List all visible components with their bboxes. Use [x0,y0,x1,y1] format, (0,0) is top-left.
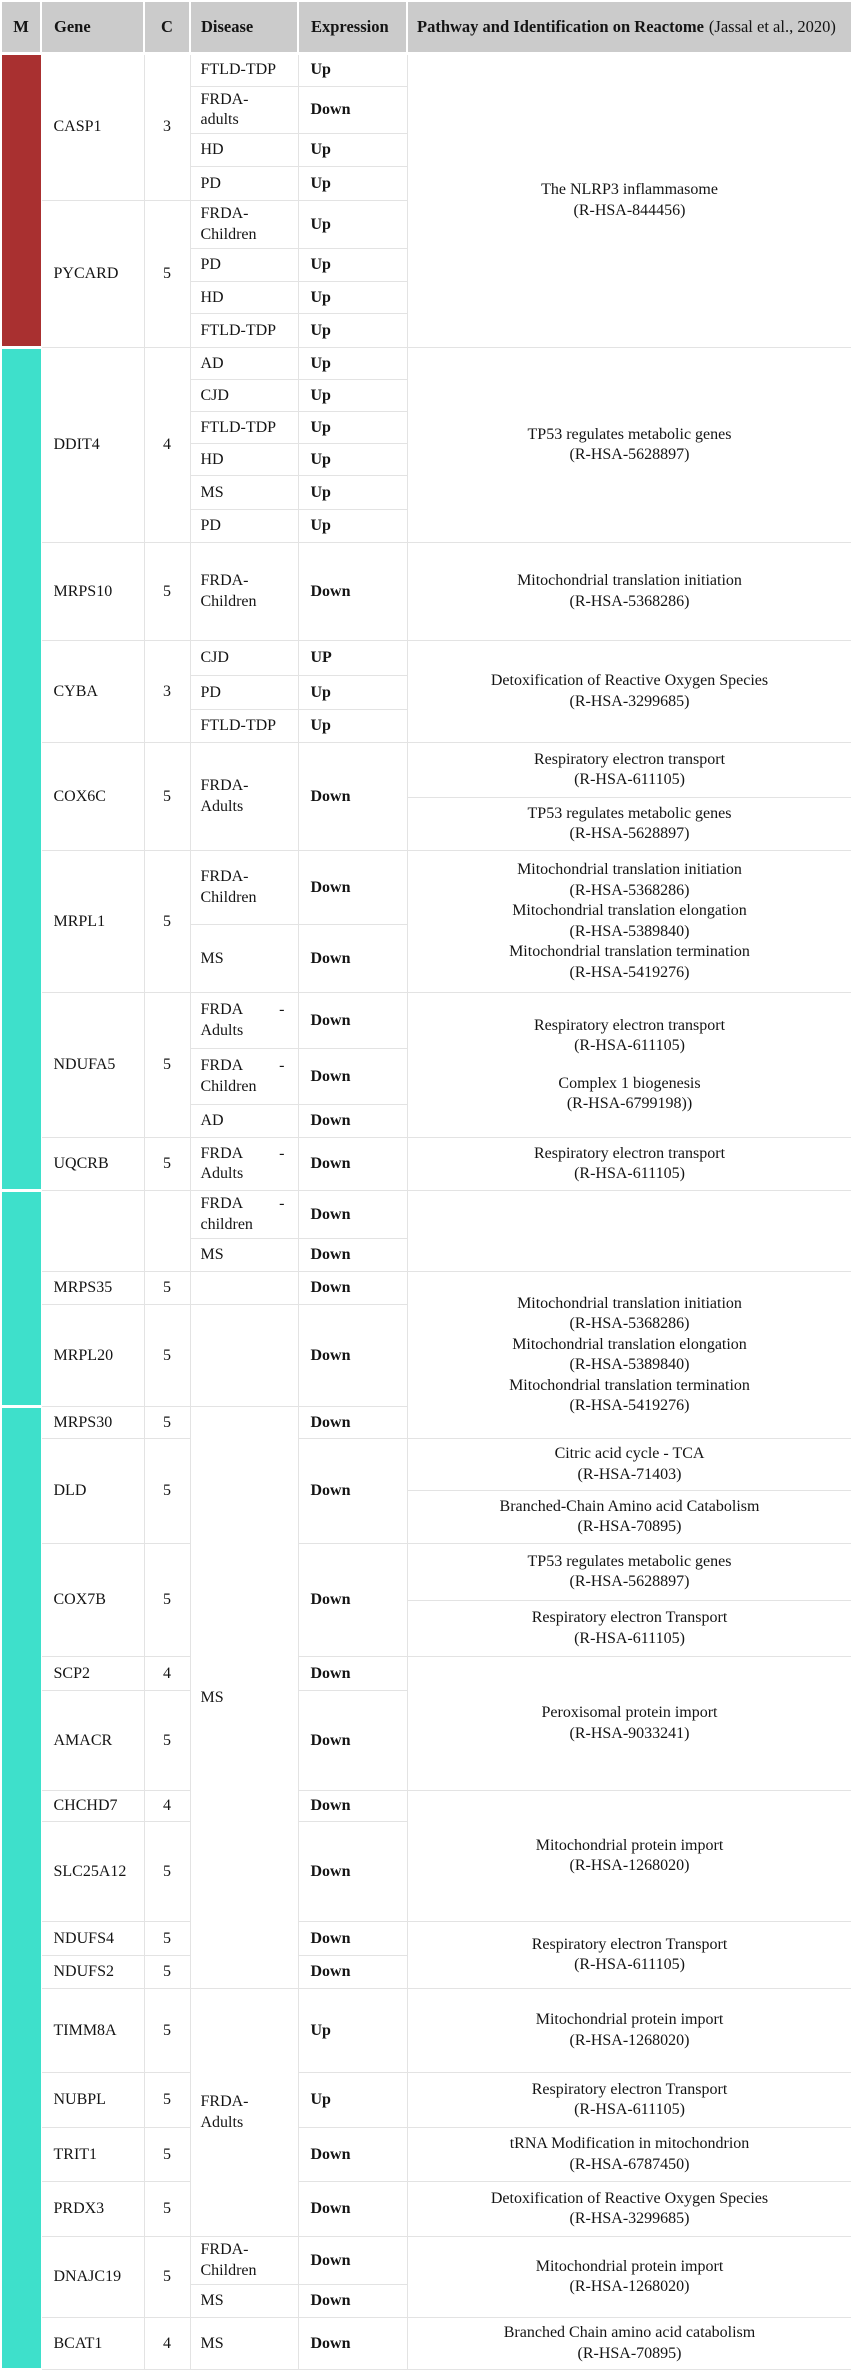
disease-cell: MS [190,476,298,510]
expression-cell: Down [298,1922,407,1956]
gene-cell: CASP1 [41,53,144,201]
expression-cell: Up [298,380,407,412]
table-row [1,543,851,641]
disease-cell: FTLD-TDP [190,710,298,743]
count-cell: 5 [144,1822,190,1922]
disease-cell: MS [190,2318,298,2370]
pathway-name: Mitochondrial translation initiation [517,572,742,590]
table-row [1,53,851,86]
module-color-bar-red [1,53,41,348]
pathway-name: Mitochondrial translation termination [509,943,750,961]
pathway-code: (R-HSA-71403) [577,1465,682,1483]
pathway-code: (R-HSA-611105) [574,2101,685,2119]
disease-cell: FRDA-Children [190,201,298,249]
expression-cell: Up [298,710,407,743]
table-row [1,1791,851,1822]
table-row [1,2318,851,2370]
pathway-code: (R-HSA-5628897) [569,825,690,843]
pathway-code: (R-HSA-9033241) [569,1724,690,1742]
disease-cell: MS [190,2285,298,2318]
count-cell: 5 [144,543,190,641]
expression-cell: Up [298,282,407,314]
disease-cell: FRDA - Adults [190,993,298,1049]
pathway-code: (R-HSA-1268020) [569,2031,690,2049]
pathway-code: (R-HSA-5368286) [569,881,690,899]
gene-cell: PYCARD [41,201,144,348]
gene-cell: NUBPL [41,2073,144,2128]
table-row [1,1272,851,1305]
pathway-cell [407,743,851,798]
disease-cell: FRDA-Children [190,851,298,925]
expression-cell: Up [298,676,407,710]
pathway-name: Respiratory electron transport [533,750,726,768]
pathway-code: (R-HSA-1268020) [569,2278,690,2296]
table-row [1,2237,851,2285]
expression-cell: Down [298,1691,407,1791]
expression-cell: Down [298,1956,407,1989]
count-cell: 5 [144,2073,190,2128]
expression-cell: Up [298,314,407,348]
pathway-name: TP53 regulates metabolic genes [527,804,732,822]
gene-cell: NDUFS4 [41,1922,144,1956]
pathway-header-citation: (Jassal et al., 2020) [708,16,836,36]
gene-cell: PRDX3 [41,2182,144,2237]
col-header-module: M [1,1,41,53]
expression-cell: Down [298,1239,407,1272]
pathway-cell [407,798,851,851]
pathway-code: (R-HSA-5419276) [569,963,690,981]
count-cell [144,1191,190,1272]
pathway-name: Mitochondrial protein import [535,1836,724,1854]
header-row [1,1,851,53]
count-cell: 4 [144,1657,190,1691]
pathway-name: Mitochondrial protein import [535,2011,724,2029]
disease-cell: FTLD-TDP [190,412,298,444]
pathway-cell [407,2073,851,2128]
pathway-name: Mitochondrial translation termination [509,1376,750,1394]
pathway-code: (R-HSA-611105) [574,1629,685,1647]
gene-cell: MRPS10 [41,543,144,641]
gene-cell: DNAJC19 [41,2237,144,2318]
pathway-cell [407,1989,851,2073]
pathway-code: (R-HSA-5628897) [569,1573,690,1591]
pathway-cell [407,1138,851,1191]
disease-cell: FRDA - Children [190,1049,298,1105]
pathway-header-title: Pathway and Identification on Reactome [417,16,704,36]
gene-cell: MRPS35 [41,1272,144,1305]
pathway-name: Mitochondrial translation initiation [517,861,742,879]
disease-cell [190,1272,298,1305]
pathway-name: Citric acid cycle - TCA [554,1445,705,1463]
table-row [1,993,851,1049]
gene-cell: NDUFA5 [41,993,144,1138]
gene-cell: COX7B [41,1544,144,1657]
pathway-cell [407,1922,851,1989]
gene-cell: AMACR [41,1691,144,1791]
table-row [1,1657,851,1691]
count-cell: 4 [144,2318,190,2370]
col-header-gene: Gene [41,1,144,53]
pathway-cell [407,543,851,641]
pathway-name: Branched-Chain Amino acid Catabolism [499,1497,760,1515]
count-cell: 4 [144,1791,190,1822]
disease-cell: MS [190,925,298,993]
pathway-code: (R-HSA-611105) [574,771,685,789]
pathway-name: The NLRP3 inflammasome [541,181,718,199]
gene-cell: DDIT4 [41,348,144,543]
disease-cell: PD [190,249,298,282]
pathway-name: Mitochondrial protein import [535,2257,724,2275]
expression-cell: Up [298,1989,407,2073]
pathway-name: tRNA Modification in mitochondrion [509,2135,750,2153]
count-cell: 4 [144,348,190,543]
pathway-name: Mitochondrial translation elongation [512,902,747,920]
expression-cell: Up [298,444,407,476]
table-row [1,1922,851,1956]
gene-cell: UQCRB [41,1138,144,1191]
disease-cell [190,1305,298,1407]
gene-cell: TIMM8A [41,1989,144,2073]
disease-cell: FTLD-TDP [190,314,298,348]
expression-cell: Down [298,1822,407,1922]
gene-cell: SCP2 [41,1657,144,1691]
pathway-name: Complex 1 biogenesis [558,1074,701,1092]
gene-cell: SLC25A12 [41,1822,144,1922]
pathway-cell [407,641,851,743]
pathway-cell [407,993,851,1138]
table-row [1,1989,851,2073]
pathway-code: (R-HSA-1268020) [569,1857,690,1875]
count-cell: 5 [144,1272,190,1305]
pathway-code: (R-HSA-5368286) [569,1315,690,1333]
expression-cell: Up [298,412,407,444]
pathway-cell [407,1491,851,1544]
pathway-name: TP53 regulates metabolic genes [527,1552,732,1570]
expression-cell: Down [298,2128,407,2182]
expression-cell: Down [298,851,407,925]
pathway-code: (R-HSA-611105) [574,1037,685,1055]
disease-cell: FTLD-TDP [190,53,298,86]
expression-cell: Down [298,2182,407,2237]
disease-cell: FRDA-adults [190,86,298,134]
expression-cell: Down [298,1791,407,1822]
count-cell: 5 [144,2128,190,2182]
module-color-bar-teal-3 [1,1407,41,2370]
table-row [1,348,851,380]
gene-cell: COX6C [41,743,144,851]
gene-cell: CYBA [41,641,144,743]
count-cell: 5 [144,1691,190,1791]
table-row [1,1544,851,1601]
expression-cell: Up [298,2073,407,2128]
disease-cell: CJD [190,641,298,676]
table-row [1,2128,851,2182]
pathway-cell [407,1439,851,1491]
pathway-code: (R-HSA-611105) [574,1956,685,1974]
pathway-code: (R-HSA-6799198)) [566,1095,693,1113]
table-row [1,1191,851,1239]
disease-cell: PD [190,676,298,710]
pathway-cell-empty [407,1191,851,1272]
expression-cell: Up [298,348,407,380]
expression-cell: UP [298,641,407,676]
expression-cell: Down [298,1305,407,1407]
count-cell: 5 [144,1138,190,1191]
expression-cell: Down [298,1049,407,1105]
gene-cell: DLD [41,1439,144,1544]
gene-cell: MRPS30 [41,1407,144,1439]
count-cell: 5 [144,993,190,1138]
pathway-code: (R-HSA-6787450) [569,2155,690,2173]
disease-cell: PD [190,167,298,201]
gene-cell: BCAT1 [41,2318,144,2370]
pathway-code: (R-HSA-70895) [577,1518,682,1536]
expression-cell: Down [298,1138,407,1191]
pathway-cell [407,1791,851,1922]
expression-cell: Down [298,1191,407,1239]
col-header-expression: Expression [298,1,407,53]
count-cell: 5 [144,1956,190,1989]
expression-cell: Up [298,201,407,249]
expression-cell: Down [298,543,407,641]
count-cell: 5 [144,1439,190,1544]
disease-cell: HD [190,282,298,314]
count-cell: 5 [144,1305,190,1407]
pathway-name: Respiratory electron transport [533,1016,726,1034]
expression-cell: Up [298,167,407,201]
count-cell: 5 [144,743,190,851]
module-color-bar-teal-2 [1,1191,41,1407]
pathway-code: (R-HSA-5389840) [569,1356,690,1374]
pathway-cell [407,851,851,993]
expression-cell: Down [298,86,407,134]
count-cell: 5 [144,851,190,993]
pathway-name: Branched Chain amino acid catabolism [503,2324,756,2342]
pathway-cell [407,1544,851,1601]
col-header-disease: Disease [190,1,298,53]
gene-cell: MRPL20 [41,1305,144,1407]
table-row [1,2182,851,2237]
count-cell: 5 [144,1407,190,1439]
col-header-pathway [407,1,851,53]
gene-cell [41,1191,144,1272]
disease-cell: AD [190,1105,298,1138]
pathway-cell [407,53,851,348]
pathway-code: (R-HSA-5368286) [569,592,690,610]
expression-cell: Down [298,1272,407,1305]
pathway-code: (R-HSA-5628897) [569,446,690,464]
pathway-cell [407,1657,851,1791]
count-cell: 3 [144,641,190,743]
pathway-name: Detoxification of Reactive Oxygen Species [490,2189,769,2207]
expression-cell: Up [298,510,407,543]
table-row [1,2073,851,2128]
pathway-code: (R-HSA-5419276) [569,1397,690,1415]
table-row [1,641,851,676]
expression-cell: Down [298,743,407,851]
disease-cell: FRDA-Children [190,543,298,641]
count-cell: 5 [144,1989,190,2073]
pathway-code: (R-HSA-3299685) [569,2210,690,2228]
disease-cell: MS [190,1239,298,1272]
module-color-bar-teal-1 [1,348,41,1191]
pathway-name: Mitochondrial translation elongation [512,1335,747,1353]
expression-cell: Down [298,2237,407,2285]
expression-cell: Down [298,2318,407,2370]
disease-cell: AD [190,348,298,380]
expression-cell: Down [298,1439,407,1544]
pathway-name: Respiratory electron Transport [531,2080,728,2098]
pathway-cell [407,2237,851,2318]
table-row [1,1439,851,1491]
expression-cell: Down [298,1407,407,1439]
expression-cell: Up [298,476,407,510]
col-header-count: C [144,1,190,53]
pathway-name: TP53 regulates metabolic genes [527,425,732,443]
disease-cell: FRDA - children [190,1191,298,1239]
pathway-name: Detoxification of Reactive Oxygen Species [490,672,769,690]
expression-cell: Up [298,134,407,167]
expression-cell: Down [298,2285,407,2318]
table-row [1,1138,851,1191]
count-cell: 5 [144,2237,190,2318]
pathway-cell [407,348,851,543]
gene-cell: TRIT1 [41,2128,144,2182]
gene-cell: MRPL1 [41,851,144,993]
count-cell: 5 [144,201,190,348]
disease-cell-merged-frda-adults: FRDA-Adults [190,1989,298,2237]
pathway-code: (R-HSA-3299685) [569,692,690,710]
count-cell: 5 [144,1544,190,1657]
gene-cell: NDUFS2 [41,1956,144,1989]
pathway-cell [407,2318,851,2370]
pathway-cell [407,1272,851,1439]
pathway-code: (R-HSA-611105) [574,1165,685,1183]
expression-cell: Down [298,1657,407,1691]
disease-cell: HD [190,444,298,476]
count-cell: 5 [144,1922,190,1956]
count-cell: 3 [144,53,190,201]
pathway-name: Respiratory electron transport [533,1144,726,1162]
disease-cell-merged-ms: MS [190,1407,298,1989]
gene-cell: CHCHD7 [41,1791,144,1822]
pathway-name: Mitochondrial translation initiation [517,1294,742,1312]
expression-cell: Down [298,1544,407,1657]
disease-cell: FRDA - Adults [190,1138,298,1191]
expression-cell: Down [298,925,407,993]
pathway-code: (R-HSA-70895) [577,2344,682,2362]
table-row [1,851,851,925]
pathway-name: Respiratory electron Transport [531,1609,728,1627]
count-cell: 5 [144,2182,190,2237]
expression-cell: Down [298,993,407,1049]
pathway-cell [407,1601,851,1657]
disease-cell: FRDA-Adults [190,743,298,851]
expression-cell: Up [298,53,407,86]
pathway-cell [407,2182,851,2237]
disease-cell: FRDA-Children [190,2237,298,2285]
expression-cell: Down [298,1105,407,1138]
disease-cell: PD [190,510,298,543]
table-row [1,743,851,798]
pathway-code: (R-HSA-5389840) [569,922,690,940]
pathway-cell [407,2128,851,2182]
pathway-name: Respiratory electron Transport [531,1935,728,1953]
expression-cell: Up [298,249,407,282]
pathway-code: (R-HSA-844456) [573,201,686,219]
disease-cell: CJD [190,380,298,412]
disease-cell: HD [190,134,298,167]
pathway-name: Peroxisomal protein import [541,1704,718,1722]
